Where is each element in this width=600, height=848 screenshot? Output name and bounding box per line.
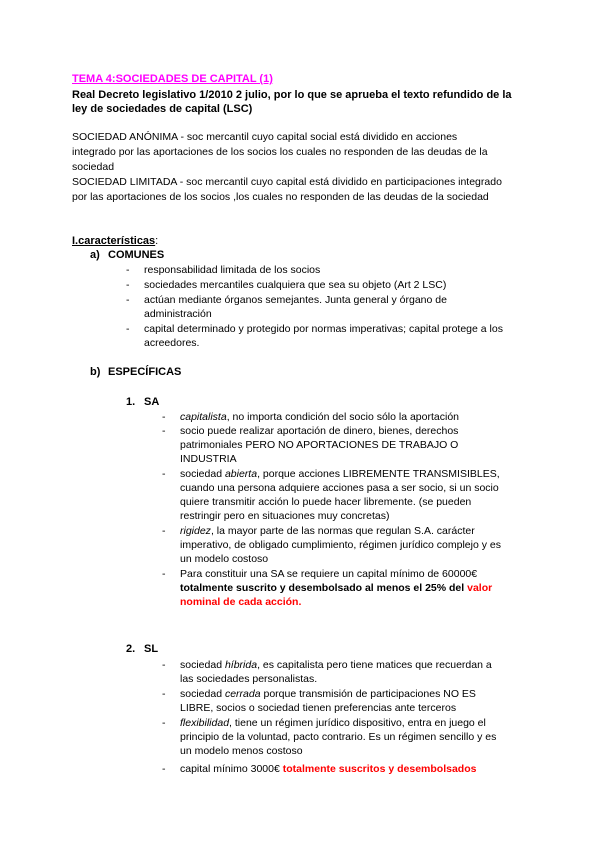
sa-item-text: , no importa condición del socio sólo la aportación xyxy=(226,411,460,423)
sl-item-italic: cerrada xyxy=(224,688,261,700)
sl-number: 2. xyxy=(126,643,136,655)
sa-item xyxy=(180,467,500,481)
bullet-dash: - xyxy=(162,717,166,729)
b-title: ESPECÍFICAS xyxy=(108,366,182,378)
bullet-dash: - xyxy=(162,688,166,700)
sa-item-cont: restringir pero en situaciones muy concretas) xyxy=(180,510,390,522)
bullet-dash: - xyxy=(162,763,166,775)
sl-item-cont: las sociedades personalistas. xyxy=(180,673,318,685)
sl-definition xyxy=(72,175,542,205)
sl-item-red: totalmente suscritos y desembolsados xyxy=(282,763,477,775)
comunes-item: responsabilidad limitada de los socios xyxy=(144,264,321,276)
sa-definition xyxy=(72,130,542,175)
sl-title: SL xyxy=(144,643,159,655)
sl-item-italic: híbrida xyxy=(224,659,258,671)
sa-item-text: , porque acciones LIBREMENTE TRANSMISIBLES, xyxy=(257,468,500,480)
sa-item-cont: cuando una persona adquiere acciones pasa a ser socio, si un socio xyxy=(180,482,499,494)
bullet-dash: - xyxy=(162,411,166,423)
sa-item-cont: patrimoniales PERO NO APORTACIONES DE TRABAJO O xyxy=(180,439,459,451)
bullet-dash: - xyxy=(126,279,130,291)
sl-item-cont: un modelo menos costoso xyxy=(180,745,303,757)
sl-item-italic: flexibilidad xyxy=(180,717,230,729)
sl-item-text: sociedad xyxy=(180,688,225,700)
sa-item xyxy=(180,410,459,424)
sa-definition-line: integrado por las aportaciones de los socios los cuales no responden de las deudas de la xyxy=(72,146,488,158)
bullet-dash: - xyxy=(126,323,130,335)
section-heading-colon: : xyxy=(155,235,159,247)
sl-definition-line: SOCIEDAD LIMITADA - soc mercantil cuyo capital está dividido en participaciones integrado xyxy=(72,176,502,188)
sa-item xyxy=(180,524,475,538)
comunes-item: capital determinado y protegido por normas imperativas; capital protege a los xyxy=(144,323,503,335)
comunes-item-cont: administración xyxy=(144,308,212,320)
bullet-dash: - xyxy=(126,294,130,306)
sl-item xyxy=(180,687,476,701)
a-title: COMUNES xyxy=(108,249,165,261)
bullet-dash: - xyxy=(162,525,166,537)
sa-item-text: sociedad xyxy=(180,468,225,480)
sl-item-text: capital mínimo 3000€ xyxy=(180,763,283,775)
bullet-dash: - xyxy=(126,264,130,276)
sa-item-bold: totalmente suscrito y desembolsado al menos el 25% del xyxy=(180,582,468,594)
sa-definition-line: SOCIEDAD ANÓNIMA - soc mercantil cuyo capital social está dividido en acciones xyxy=(72,131,458,143)
comunes-item: sociedades mercantiles cualquiera que sea su objeto (Art 2 LSC) xyxy=(144,279,447,291)
sl-definition-line: por las aportaciones de los socios ,los cuales no responden de las deudas de la sociedad xyxy=(72,191,489,203)
doc-title: TEMA 4:SOCIEDADES DE CAPITAL (1) xyxy=(72,73,273,85)
sa-number: 1. xyxy=(126,396,136,408)
law-line-2: ley de sociedades de capital (LSC) xyxy=(72,103,253,115)
sa-item-cont: quiere transmitir acción lo puede hacer libremente. (se pueden xyxy=(180,496,472,508)
sa-item-text: , la mayor parte de las normas que regulan S.A. carácter xyxy=(210,525,475,537)
b-label: b) xyxy=(90,366,101,378)
sl-item-cont: principio de la voluntad, pacto contrario. Es un régimen sencillo y es xyxy=(180,731,497,743)
sa-item-red-cont: nominal de cada acción. xyxy=(180,596,302,608)
sl-item xyxy=(180,716,486,730)
sa-item-italic: capitalista xyxy=(180,411,227,423)
bullet-dash: - xyxy=(162,659,166,671)
law-line-1: Real Decreto legislativo 1/2010 2 julio, por lo que se aprueba el texto refundido de la xyxy=(72,89,512,101)
sl-item xyxy=(180,658,492,672)
sa-definition-line: sociedad xyxy=(72,161,115,173)
sa-item-italic: abierta xyxy=(224,468,258,480)
sa-item-cont: INDUSTRIA xyxy=(180,453,237,465)
sa-item: Para constituir una SA se requiere un capital mínimo de 60000€ xyxy=(180,568,478,580)
sa-item-cont: imperativo, de obligado cumplimiento, régimen jurídico complejo y es xyxy=(180,539,501,551)
sa-title: SA xyxy=(144,396,160,408)
sa-item-cont xyxy=(180,581,492,595)
a-label: a) xyxy=(90,249,100,261)
section-heading-text: I.características xyxy=(72,235,156,247)
comunes-item-cont: acreedores. xyxy=(144,337,200,349)
sa-item-italic: rigidez xyxy=(180,525,211,537)
sa-item-cont: un modelo costoso xyxy=(180,553,269,565)
bullet-dash: - xyxy=(162,468,166,480)
comunes-item: actúan mediante órganos semejantes. Junta general y órgano de xyxy=(144,294,447,306)
sl-item-text: , es capitalista pero tiene matices que recuerdan a xyxy=(257,659,492,671)
sl-item-text: porque transmisión de participaciones NO ES xyxy=(260,688,476,700)
sl-item xyxy=(180,762,476,776)
bullet-dash: - xyxy=(162,425,166,437)
sa-item: socio puede realizar aportación de dinero, bienes, derechos xyxy=(180,425,459,437)
sl-item-cont: LIBRE, socios o sociedad tienen preferencias ante terceros xyxy=(180,702,457,714)
sl-item-text: , tiene un régimen jurídico dispositivo, entra en juego el xyxy=(229,717,486,729)
section-heading xyxy=(72,234,158,248)
sa-item-red: valor xyxy=(467,582,493,594)
sl-item-text: sociedad xyxy=(180,659,225,671)
bullet-dash: - xyxy=(162,568,166,580)
